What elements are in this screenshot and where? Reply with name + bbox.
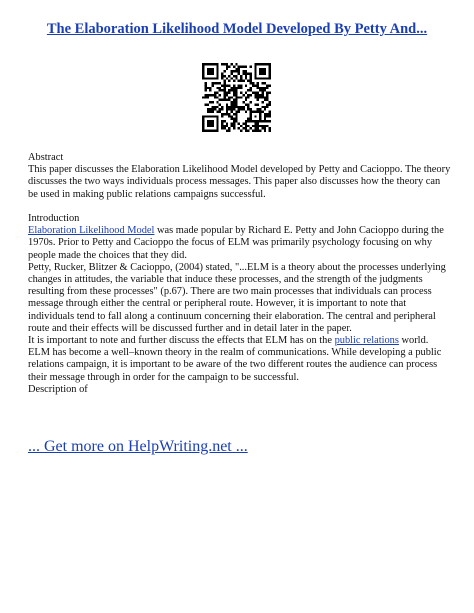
elm-link[interactable]: Elaboration Likelihood Model <box>28 225 155 237</box>
public-relations-link[interactable]: public relations <box>334 335 399 347</box>
document-title-link[interactable]: The Elaboration Likelihood Model Developed By Petty And... <box>46 21 428 37</box>
introduction-paragraph-4: Description of <box>28 383 88 395</box>
abstract-text: This paper discusses the Elaboration Likelihood Model developed by Petty and Cacioppo. The theory discusses the two ways individuals process messages. This paper also discusses how the theory can be used in making public relations campaigns successful. <box>28 164 451 200</box>
introduction-paragraph-1-text: was made popular by Richard E. Petty and John Cacioppo during the 1970s. Prior to Petty and Cacioppo the focus of ELM was primarily psychology focusing on why people made the choices that they did. <box>28 225 444 261</box>
introduction-heading: Introduction <box>28 213 80 224</box>
introduction-section <box>28 213 452 396</box>
get-more-link[interactable]: ... Get more on HelpWriting.net ... <box>28 438 248 455</box>
introduction-paragraph-2: Petty, Rucker, Blitzer & Cacioppo, (2004) stated, "...ELM is a theory about the processes underlying changes in attitudes, the variable that induce these processes, and the strength of the judgments resulting from these processes" (p.67). There are two main processes that individuals can process message through either the central or peripheral route. However, it is important to note that individuals tend to fall along a continuum concerning their elaboration. The central and peripheral route and their effects will be discussed further and in detail later in the paper. <box>28 261 446 334</box>
introduction-paragraph-3-end: world. ELM has become a well–known theory in the realm of communications. While developing a public relations campaign, it is important to be aware of the two different routes the audience can process their message through in order for the campaign to be successful. <box>28 335 442 383</box>
abstract-heading: Abstract <box>28 152 64 163</box>
qr-code-icon <box>202 63 271 132</box>
introduction-paragraph-3-start: It is important to note and further discuss the effects that ELM has on the <box>28 335 335 347</box>
abstract-section <box>28 152 452 201</box>
introduction-paragraph-3 <box>28 335 452 384</box>
introduction-paragraph-1 <box>28 225 452 262</box>
